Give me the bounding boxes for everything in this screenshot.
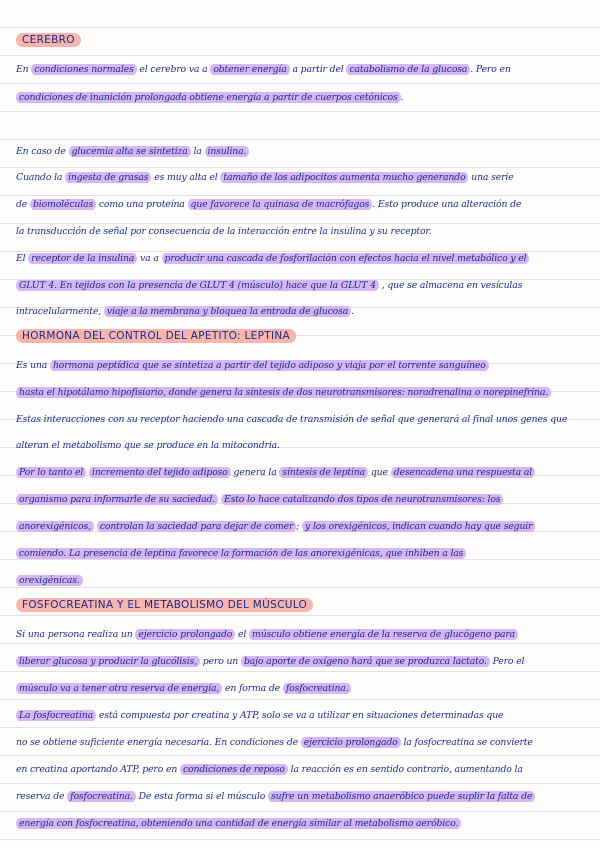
text-line: comiendo. La presencia de leptina favorece la formación de las anorexigénicas, que inhiben a las <box>16 548 584 559</box>
text-line: anorexigénicos, controlan la saciedad para dejar de comer ; y los orexigénicos, indican cuando hay que seguir <box>16 521 584 532</box>
heading-fosfocreatina: FOSFOCREATINA Y EL METABOLISMO DEL MÚSCULO <box>16 598 313 612</box>
text-line: El receptor de la insulina va a producir una cascada de fosforilación con efectos hacia el nivel metabólico y el <box>16 253 584 264</box>
text-line: organismo para informarle de su saciedad. Esto lo hace catalizando dos tipos de neurotransmisores: los <box>16 494 584 505</box>
text-line: reserva de fosfocreatina. De esta forma si el músculo sufre un metabolismo anaeróbico puede suplir la falta de <box>16 791 584 802</box>
text-line: liberar glucosa y producir la glucólisis, pero un bajo aporte de oxígeno hará que se produzca lactato. Pero el <box>16 656 584 667</box>
text-line: Es una hormona peptídica que se sintetiza a partir del tejido adiposo y viaja por el torrente sanguíneo <box>16 360 584 371</box>
text-line: alteran el metabolismo que se produce en la mitocondria. <box>16 440 280 451</box>
text-line: energía con fosfocreatina, obteniendo una cantidad de energía similar al metabolismo aeróbico. <box>16 818 584 829</box>
text-line: la transducción de señal por consecuencia de la interacción entre la insulina y su receptor. <box>16 226 432 237</box>
text-line: La fosfocreatina está compuesta por creatina y ATP, solo se va a utilizar en situaciones determinadas que <box>16 710 584 721</box>
text-line: Por lo tanto el incremento del tejido adiposo genera la síntesis de leptina que desencadena una respuesta al <box>16 467 584 478</box>
text-line: condiciones de inanición prolongada obtiene energía a partir de cuerpos cetónicos . <box>16 92 584 103</box>
text-line: GLUT 4. En tejidos con la presencia de GLUT 4 (músculo) hace que la GLUT 4 , que se almacena en vesículas <box>16 280 584 291</box>
heading-leptina: HORMONA DEL CONTROL DEL APETITO: LEPTINA <box>16 329 296 343</box>
text-line: en creatina aportando ATP, pero en condiciones de reposo la reacción es en sentido contrario, aumentando la <box>16 764 523 775</box>
text-line: hasta el hipotálamo hipofisiario, donde genera la síntesis de dos neurotransmisores: noradrenalina o norepinefrina. <box>16 387 584 398</box>
text-line: de biomoléculas como una proteína que favorece la quinasa de macrófagos . Esto produce una alteración de <box>16 199 522 210</box>
text-line: intracelularmente, viaje a la membrana y bloquea la entrada de glucosa . <box>16 306 354 317</box>
text-line: músculo va a tener otra reserva de energía, en forma de fosfocreatina. <box>16 683 584 694</box>
text-line: En caso de glucemia alta se sintetiza la insulina. <box>16 146 584 157</box>
text-line: no se obtiene suficiente energía necesaria. En condiciones de ejercicio prolongado la fosfocreatina se convierte <box>16 737 533 748</box>
text-line: Cuando la ingesta de grasas es muy alta el tamaño de los adipocitos aumenta mucho generando una serie <box>16 172 514 183</box>
text-line: En condiciones normales el cerebro va a obtener energía a partir del catabolismo de la glucosa . Pero en <box>16 64 511 75</box>
text-line: orexigénicas. <box>16 575 584 586</box>
heading-cerebro: CEREBRO <box>16 33 81 47</box>
text-line: Si una persona realiza un ejercicio prolongado el músculo obtiene energía de la reserva de glucógeno para <box>16 629 584 640</box>
text-line: Estas interacciones con su receptor haciendo una cascada de transmisión de señal que generará al final unos genes que <box>16 414 568 425</box>
